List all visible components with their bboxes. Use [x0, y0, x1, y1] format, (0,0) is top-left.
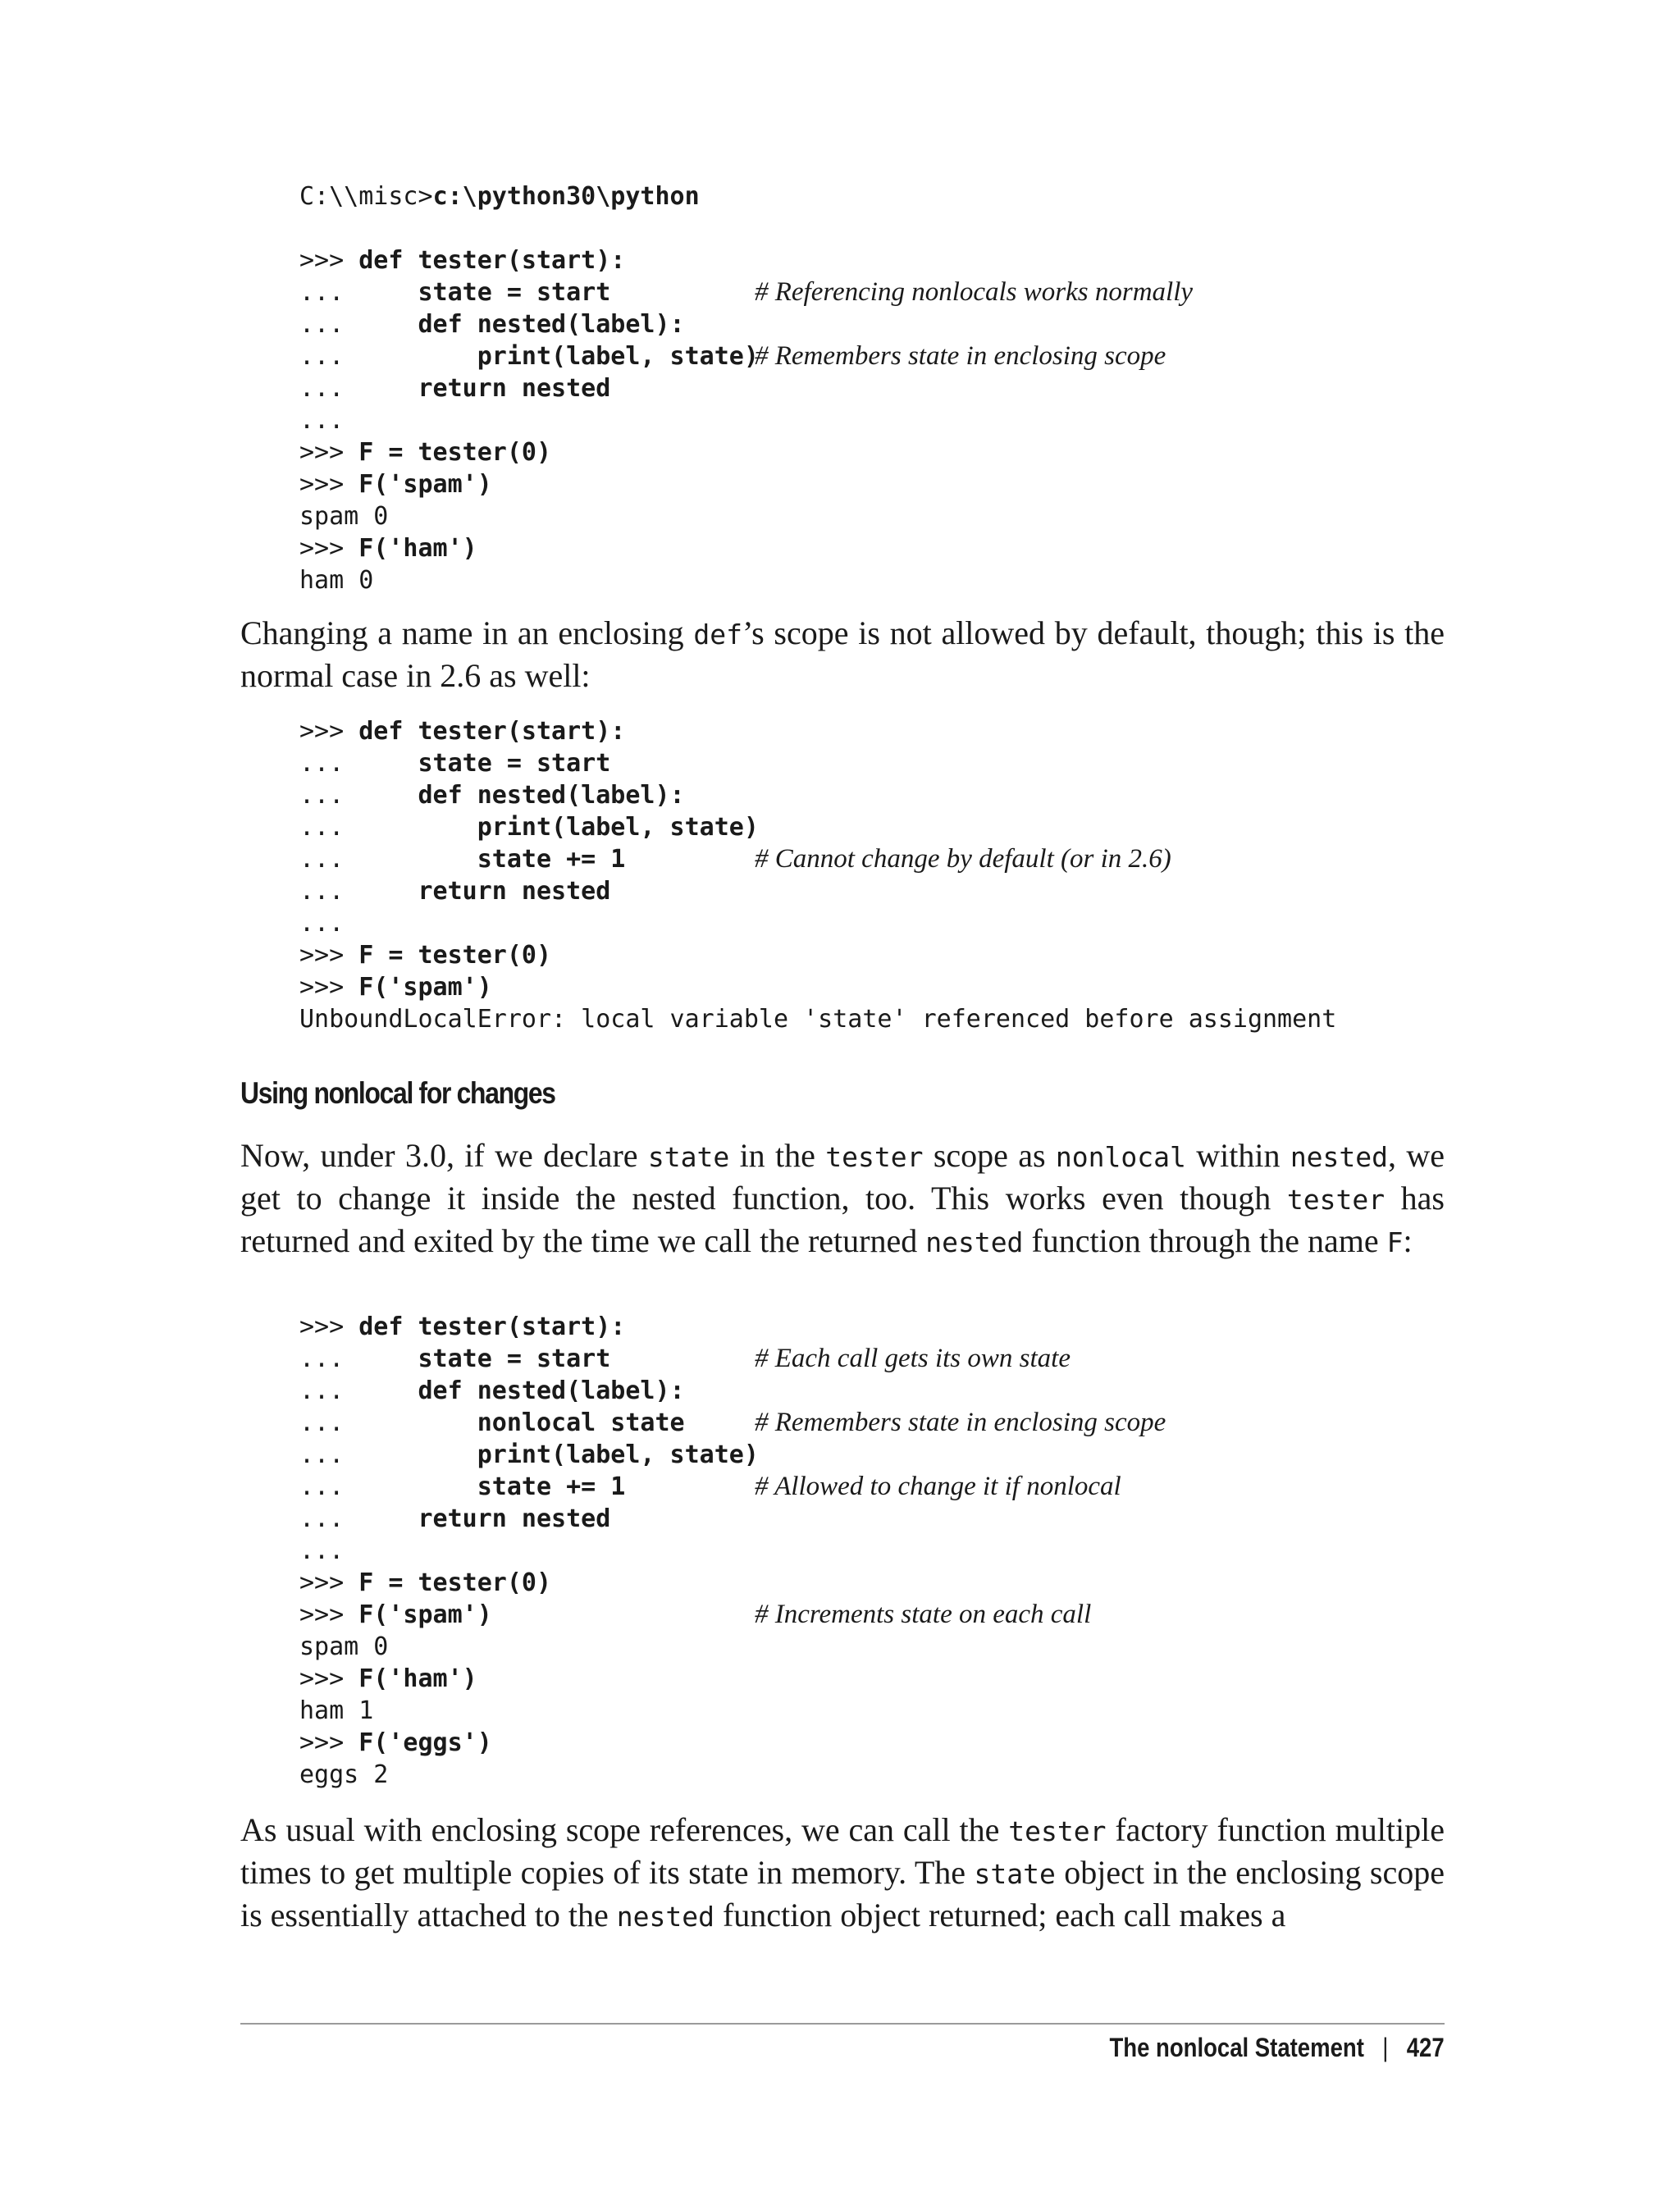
text-run: factory function multiple times to get multiple copies of its state in memory. The — [240, 1811, 1445, 1891]
code-line — [299, 308, 759, 340]
repl-prompt: >>> — [299, 717, 359, 746]
repl-prompt: ... — [299, 909, 345, 938]
code-comment: # Increments state on each call — [755, 1600, 1092, 1629]
code-input: F = tester(0) — [358, 438, 552, 467]
code-input: state = start — [418, 1344, 611, 1373]
code-comment: # Allowed to change it if nonlocal — [755, 1472, 1121, 1501]
code-line — [299, 340, 1166, 372]
repl-prompt: >>> — [299, 1728, 359, 1757]
code-line — [299, 1631, 759, 1663]
code-line — [299, 1535, 759, 1567]
code-line — [299, 532, 759, 564]
repl-prompt: ... — [299, 749, 418, 778]
inline-code: state — [647, 1141, 730, 1173]
repl-prompt: ... — [299, 1344, 418, 1373]
text-run: ’s scope is not allowed by default, though; this is the normal case in 2.6 as well: — [240, 614, 1445, 694]
code-input: print(label, state) — [477, 813, 759, 842]
text-run: Now, under 3.0, if we declare — [240, 1137, 648, 1174]
paragraph-changing-name — [240, 613, 1445, 696]
code-input: return nested — [418, 1504, 611, 1533]
code-input: F('ham') — [358, 1664, 477, 1693]
repl-output: ham 1 — [299, 1696, 374, 1725]
text-run: , we get to change it inside the nested function, too. This works even though — [240, 1137, 1445, 1217]
code-input: state += 1 — [477, 845, 626, 874]
repl-prompt: >>> — [299, 1568, 359, 1597]
inline-code: tester — [825, 1141, 924, 1173]
code-line — [299, 907, 1336, 939]
repl-output: spam 0 — [299, 502, 389, 531]
code-input: def nested(label): — [418, 781, 685, 810]
code-block-repl-nonlocal-changes — [299, 1311, 1166, 1791]
code-input: F = tester(0) — [358, 1568, 552, 1597]
code-input: c:\python30\python — [432, 182, 700, 211]
inline-code: F — [1386, 1226, 1404, 1258]
running-title: The nonlocal Statement — [1109, 2033, 1365, 2062]
code-input: F('spam') — [358, 973, 492, 1002]
code-line — [299, 1407, 1166, 1439]
code-input: F('spam') — [358, 1600, 492, 1629]
text-run: function object returned; each call makes a — [714, 1897, 1286, 1933]
code-input: print(label, state) — [477, 1440, 759, 1469]
text-run: Changing a name in an enclosing — [240, 614, 694, 651]
footer-separator: | — [1382, 2033, 1389, 2062]
text-run: has returned and exited by the time we call the returned — [240, 1180, 1445, 1259]
repl-prompt: >>> — [299, 1600, 359, 1629]
code-line — [299, 715, 1336, 747]
text-run: scope as — [923, 1137, 1056, 1174]
code-line — [299, 404, 759, 436]
code-line — [299, 747, 1336, 779]
repl-prompt: >>> — [299, 246, 359, 275]
inline-code: nested — [1290, 1141, 1389, 1173]
repl-prompt: >>> — [299, 1664, 359, 1693]
repl-prompt: ... — [299, 1504, 418, 1533]
code-line — [299, 500, 759, 532]
code-input: state = start — [418, 749, 611, 778]
repl-prompt: ... — [299, 781, 418, 810]
code-line — [299, 843, 1336, 875]
inline-code: state — [974, 1858, 1056, 1890]
code-input: def tester(start): — [358, 246, 626, 275]
repl-prompt: >>> — [299, 534, 359, 563]
section-heading: Using nonlocal for changes — [240, 1076, 555, 1110]
code-line — [299, 1311, 759, 1343]
code-line — [299, 244, 759, 276]
code-line — [299, 1003, 1336, 1035]
code-comment: # Each call gets its own state — [755, 1344, 1071, 1373]
repl-prompt: >>> — [299, 438, 359, 467]
repl-prompt: ... — [299, 310, 418, 339]
repl-prompt: ... — [299, 1536, 345, 1565]
repl-prompt: ... — [299, 1472, 477, 1501]
code-input: return nested — [418, 877, 611, 906]
repl-prompt: >>> — [299, 973, 359, 1002]
code-line — [299, 1503, 759, 1535]
code-line — [299, 1599, 1092, 1631]
repl-prompt: ... — [299, 1408, 477, 1437]
repl-output: ham 0 — [299, 566, 374, 595]
paragraph-using-nonlocal — [240, 1135, 1445, 1263]
code-line — [299, 811, 1336, 843]
code-line — [299, 939, 1336, 971]
repl-output: spam 0 — [299, 1632, 389, 1661]
page-footer — [1110, 2033, 1445, 2063]
footer-rule — [240, 2023, 1445, 2025]
code-comment: # Remembers state in enclosing scope — [755, 1408, 1166, 1437]
inline-code: tester — [1008, 1815, 1107, 1847]
text-run: object in the enclosing scope is essentially attached to the — [240, 1854, 1445, 1933]
code-line — [299, 1695, 759, 1727]
code-line — [299, 468, 759, 500]
code-line — [299, 276, 1194, 308]
text-run: within — [1185, 1137, 1290, 1174]
code-input: F('eggs') — [358, 1728, 492, 1757]
code-line — [299, 1727, 759, 1759]
code-input: nonlocal state — [477, 1408, 685, 1437]
code-line — [299, 1663, 759, 1695]
code-input: F('ham') — [358, 534, 477, 563]
inline-code: nested — [925, 1226, 1024, 1258]
code-input: F = tester(0) — [358, 941, 552, 970]
code-line — [299, 1439, 759, 1471]
code-line — [299, 212, 759, 244]
repl-prompt: ... — [299, 374, 418, 403]
code-comment: # Cannot change by default (or in 2.6) — [755, 844, 1171, 874]
code-input: return nested — [418, 374, 611, 403]
code-line — [299, 180, 759, 212]
repl-prompt: ... — [299, 877, 418, 906]
text-run: : — [1403, 1222, 1413, 1259]
page-number: 427 — [1407, 2033, 1445, 2062]
repl-prompt: ... — [299, 845, 477, 874]
repl-prompt: >>> — [299, 1312, 359, 1341]
code-line — [299, 1343, 1071, 1375]
code-input: def nested(label): — [418, 1376, 685, 1405]
code-block-repl-nonlocal-reference — [299, 180, 1194, 596]
inline-code: tester — [1286, 1184, 1386, 1216]
code-line — [299, 372, 759, 404]
code-line — [299, 1471, 1121, 1503]
code-input: state = start — [418, 278, 611, 307]
repl-prompt: ... — [299, 1376, 418, 1405]
paragraph-enclosing-scope-state — [240, 1810, 1445, 1938]
code-line — [299, 971, 1336, 1003]
code-line — [299, 1759, 759, 1791]
code-line — [299, 779, 1336, 811]
repl-output: eggs 2 — [299, 1760, 389, 1789]
code-line — [299, 564, 759, 596]
inline-code: nested — [616, 1901, 714, 1933]
text-run: in the — [729, 1137, 826, 1174]
repl-prompt: ... — [299, 406, 345, 435]
code-line — [299, 1567, 759, 1599]
code-comment: # Remembers state in enclosing scope — [755, 341, 1166, 371]
code-input: def tester(start): — [358, 717, 626, 746]
code-block-repl-unbound-error — [299, 715, 1336, 1035]
code-comment: # Referencing nonlocals works normally — [755, 277, 1194, 307]
text-run: function through the name — [1023, 1222, 1387, 1259]
code-line — [299, 1375, 759, 1407]
repl-prompt: ... — [299, 278, 418, 307]
code-input: def tester(start): — [358, 1312, 626, 1341]
code-input: F('spam') — [358, 470, 492, 499]
code-input: def nested(label): — [418, 310, 685, 339]
repl-prompt: >>> — [299, 941, 359, 970]
code-line — [299, 436, 759, 468]
inline-code: def — [693, 619, 743, 651]
text-run: As usual with enclosing scope references, we can call the — [240, 1811, 1009, 1848]
code-input: print(label, state) — [477, 342, 759, 371]
code-line — [299, 875, 1336, 907]
repl-prompt: ... — [299, 813, 477, 842]
repl-prompt: ... — [299, 342, 477, 371]
code-input: state += 1 — [477, 1472, 626, 1501]
repl-prompt: >>> — [299, 470, 359, 499]
repl-prompt: ... — [299, 1440, 477, 1469]
inline-code: nonlocal — [1055, 1141, 1186, 1173]
repl-output: UnboundLocalError: local variable 'state' referenced before assignment — [299, 1005, 1337, 1034]
repl-output: C:\\misc> — [299, 182, 433, 211]
